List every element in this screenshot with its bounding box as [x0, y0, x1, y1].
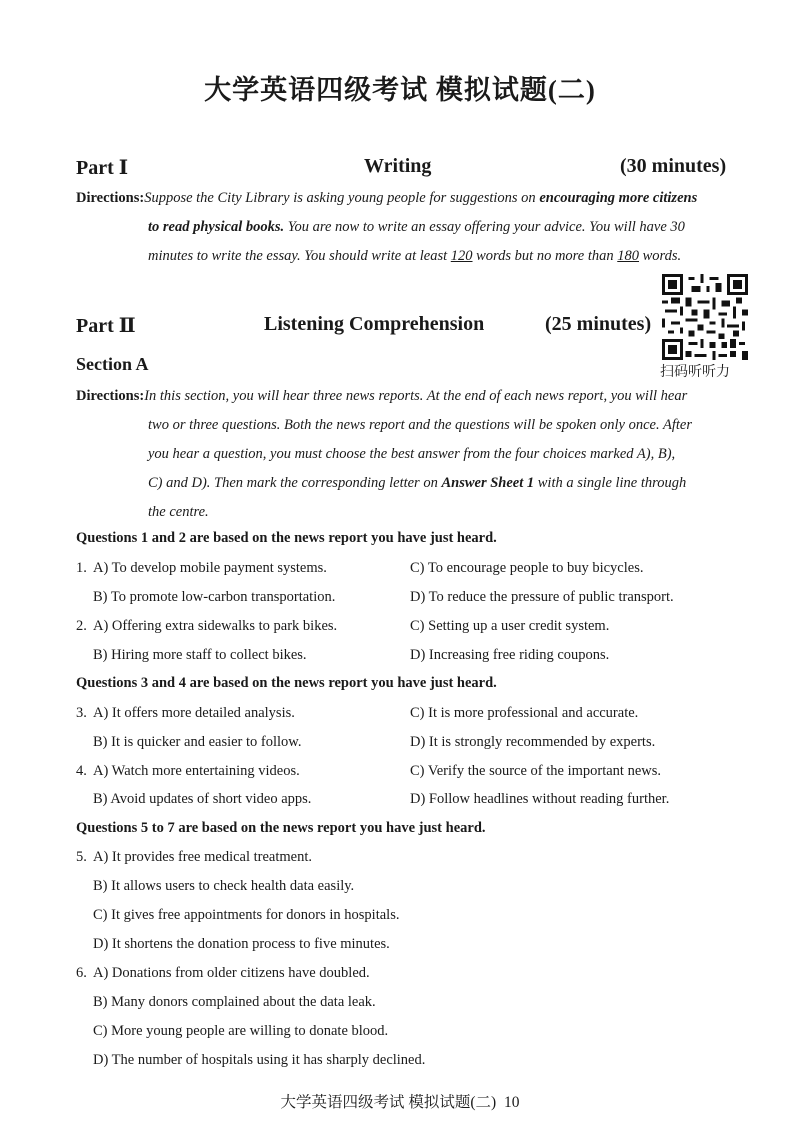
option-a[interactable]: A) It provides free medical treatment.	[93, 849, 313, 865]
part1-directions-line2	[148, 213, 685, 242]
directions-label: Directions:	[76, 388, 145, 404]
directions-text: the centre.	[148, 504, 209, 520]
question-group-heading: Questions 3 and 4 are based on the news report you have just heard.	[76, 675, 497, 691]
option-c[interactable]: C) To encourage people to buy bicycles.	[410, 560, 644, 576]
part2-directions-line2	[148, 411, 692, 440]
page-title: 大学英语四级考试 模拟试题(二)	[204, 75, 596, 105]
option-a[interactable]: A) To develop mobile payment systems.	[93, 560, 327, 576]
question-number: 3.	[76, 705, 87, 721]
part2-label: Part Ⅱ	[76, 315, 136, 337]
question-number: 1.	[76, 560, 87, 576]
part2-name: Listening Comprehension	[264, 313, 485, 335]
option-b[interactable]: B) It allows users to check health data easily.	[93, 878, 355, 894]
max-words: 180	[617, 248, 640, 264]
option-d[interactable]: D) To reduce the pressure of public transport.	[410, 589, 674, 605]
option-b[interactable]: B) Hiring more staff to collect bikes.	[93, 647, 307, 663]
directions-emphasis: encouraging more citizens	[539, 190, 698, 206]
option-b[interactable]: B) It is quicker and easier to follow.	[93, 734, 302, 750]
option-b[interactable]: B) Many donors complained about the data leak.	[93, 994, 376, 1010]
question-group-heading: Questions 1 and 2 are based on the news report you have just heard.	[76, 530, 497, 546]
directions-text: two or three questions. Both the news report and the questions will be spoken only once. After	[148, 417, 692, 433]
option-d[interactable]: D) It is strongly recommended by experts.	[410, 734, 656, 750]
part1-time: (30 minutes)	[620, 155, 727, 177]
part2-directions-line1	[76, 382, 687, 411]
part1-directions-line3	[148, 242, 681, 271]
option-c[interactable]: C) More young people are willing to donate blood.	[93, 1023, 389, 1039]
footer-title: 大学英语四级考试 模拟试题(二)	[280, 1094, 497, 1111]
part2-directions-line3	[148, 440, 675, 469]
qr-code-icon[interactable]	[662, 274, 748, 360]
directions-text: minutes to write the essay. You should write at least	[148, 248, 451, 264]
part1-directions-line1	[76, 184, 697, 213]
option-b[interactable]: B) To promote low-carbon transportation.	[93, 589, 336, 605]
directions-text: you hear a question, you must choose the best answer from the four choices marked A), B),	[148, 446, 676, 462]
option-b[interactable]: B) Avoid updates of short video apps.	[93, 791, 312, 807]
qr-caption: 扫码听听力	[660, 364, 730, 380]
directions-text: with a single line through	[534, 475, 687, 491]
section-a-heading: Section A	[76, 354, 149, 374]
option-d[interactable]: D) Follow headlines without reading further.	[410, 791, 670, 807]
option-d[interactable]: D) Increasing free riding coupons.	[410, 647, 610, 663]
question-number: 6.	[76, 965, 87, 981]
option-c[interactable]: C) It gives free appointments for donors in hospitals.	[93, 907, 400, 923]
option-a[interactable]: A) Offering extra sidewalks to park bikes.	[93, 618, 338, 634]
question-number: 2.	[76, 618, 87, 634]
option-c[interactable]: C) Setting up a user credit system.	[410, 618, 610, 634]
part1-name: Writing	[364, 155, 432, 177]
option-a[interactable]: A) Watch more entertaining videos.	[93, 763, 300, 779]
directions-text: words.	[639, 248, 682, 264]
option-c[interactable]: C) It is more professional and accurate.	[410, 705, 639, 721]
option-d[interactable]: D) The number of hospitals using it has sharply declined.	[93, 1052, 426, 1068]
part2-time: (25 minutes)	[545, 313, 652, 335]
question-group-heading: Questions 5 to 7 are based on the news report you have just heard.	[76, 820, 486, 836]
part2-directions-line5	[148, 498, 209, 527]
directions-text: C) and D). Then mark the corresponding letter on	[148, 475, 442, 491]
option-a[interactable]: A) It offers more detailed analysis.	[93, 705, 295, 721]
option-a[interactable]: A) Donations from older citizens have doubled.	[93, 965, 370, 981]
page-number: 10	[503, 1094, 520, 1111]
directions-emphasis: to read physical books.	[148, 219, 285, 235]
answer-sheet-emphasis: Answer Sheet 1	[441, 475, 535, 491]
option-c[interactable]: C) Verify the source of the important news.	[410, 763, 662, 779]
part1-label: Part Ⅰ	[76, 157, 129, 179]
directions-text: In this section, you will hear three news reports. At the end of each news report, you will hear	[144, 388, 688, 404]
question-number: 4.	[76, 763, 87, 779]
part2-directions-line4	[148, 469, 686, 498]
directions-label: Directions:	[76, 190, 145, 206]
directions-text: words but no more than	[472, 248, 618, 264]
option-d[interactable]: D) It shortens the donation process to five minutes.	[93, 936, 390, 952]
page-footer	[0, 1090, 800, 1112]
directions-text: You are now to write an essay offering your advice. You will have 30	[284, 219, 685, 235]
min-words: 120	[450, 248, 473, 264]
question-number: 5.	[76, 849, 87, 865]
directions-text: Suppose the City Library is asking young people for suggestions on	[144, 190, 540, 206]
